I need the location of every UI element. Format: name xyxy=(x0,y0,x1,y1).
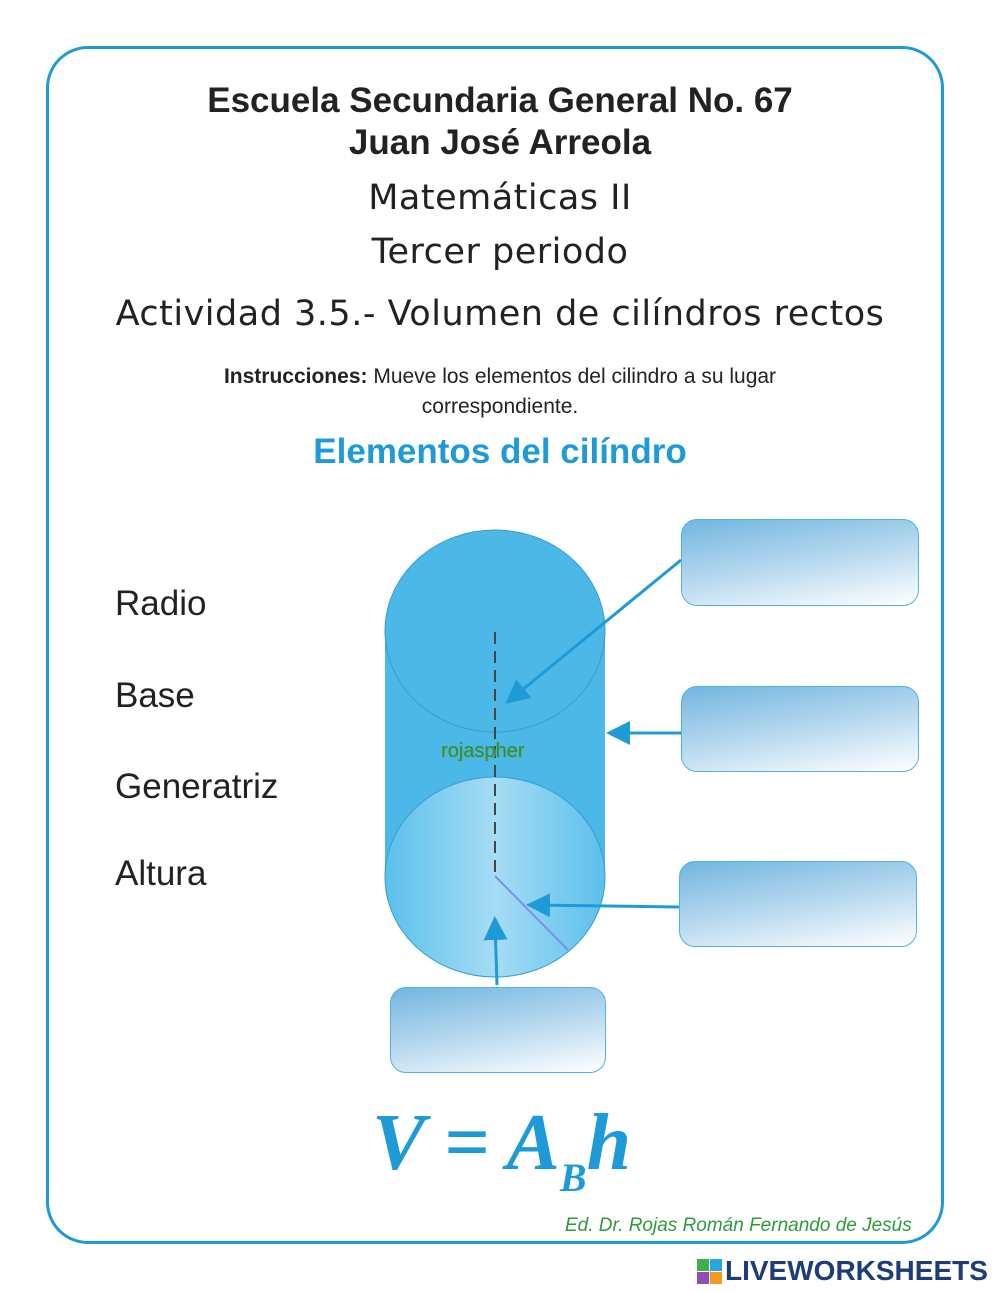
liveworksheets-logo-icon xyxy=(697,1259,722,1284)
school-name: Escuela Secundaria General No. 67 xyxy=(207,81,793,120)
drag-label-base[interactable]: Base xyxy=(115,676,195,715)
formula-sub: B xyxy=(559,1155,587,1200)
brand-name: LIVEWORKSHEETS xyxy=(725,1255,988,1286)
instructions-text: Mueve los elementos del cilindro a su lugar xyxy=(367,365,777,388)
formula-end: h xyxy=(586,1099,632,1187)
instructions-label: Instrucciones: xyxy=(223,365,368,388)
cylinder-top-base xyxy=(385,530,605,732)
drag-label-altura[interactable]: Altura xyxy=(115,854,207,893)
drop-box-2[interactable] xyxy=(681,686,919,772)
formula-main: V = A xyxy=(372,1099,560,1187)
drag-label-generatriz[interactable]: Generatriz xyxy=(115,767,279,806)
drop-box-1[interactable] xyxy=(681,519,919,606)
liveworksheets-brand xyxy=(697,1255,988,1287)
arrow-bottom xyxy=(495,922,497,985)
section-title: Elementos del cilíndro xyxy=(313,432,687,471)
instructions-text-2: correspondiente. xyxy=(421,395,579,418)
watermark: rojaspher xyxy=(441,740,525,762)
arrow-radius xyxy=(532,905,679,907)
period-title: Tercer periodo xyxy=(371,232,629,272)
school-subtitle: Juan José Arreola xyxy=(348,123,652,162)
author-credit: Ed. Dr. Rojas Román Fernando de Jesús xyxy=(565,1215,912,1236)
drag-label-radio[interactable]: Radio xyxy=(115,584,207,623)
subject-title: Matemáticas II xyxy=(368,178,632,218)
volume-formula xyxy=(372,1098,631,1201)
activity-title: Actividad 3.5.- Volumen de cilíndros rectos xyxy=(115,294,885,334)
drop-box-3[interactable] xyxy=(679,861,917,947)
drop-box-4[interactable] xyxy=(390,987,606,1073)
